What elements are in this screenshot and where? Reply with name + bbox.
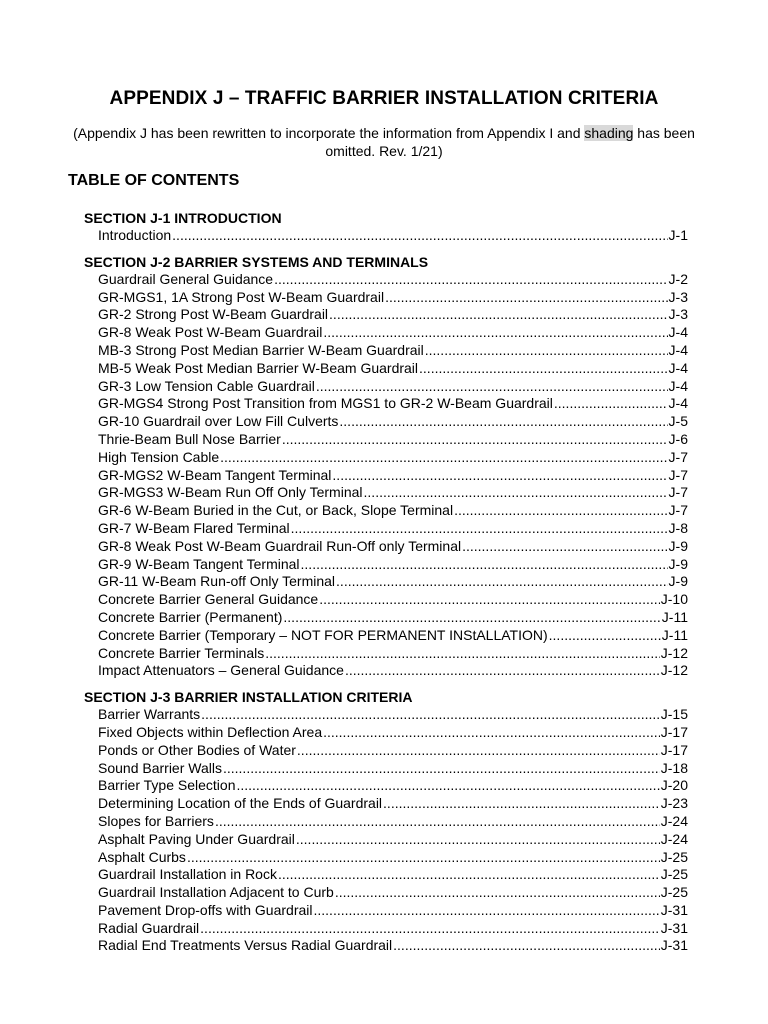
toc-entry-page: J-25: [660, 884, 688, 901]
toc-entry[interactable]: [84, 795, 688, 813]
toc-entry-label: Guardrail Installation Adjacent to Curb: [98, 884, 334, 901]
toc-entry-page: J-9: [668, 555, 688, 572]
toc-entry-page: J-4: [668, 377, 688, 394]
dot-leader: [323, 724, 660, 742]
dot-leader: [364, 484, 668, 502]
dot-leader: [383, 795, 660, 813]
dot-leader: [462, 538, 667, 556]
toc-entry-label: Concrete Barrier (Temporary – NOT FOR PERMANENT INStALLATION): [98, 626, 548, 643]
dot-leader: [335, 884, 660, 902]
toc-entry-page: J-12: [660, 644, 688, 661]
toc-entry-label: GR-3 Low Tension Cable Guardrail: [98, 377, 315, 394]
toc-entry[interactable]: [84, 413, 688, 431]
toc-entry-page: J-7: [668, 484, 688, 501]
toc-entry-label: Guardrail Installation in Rock: [98, 866, 277, 883]
toc-entry-page: J-3: [668, 306, 688, 323]
dot-leader: [329, 306, 668, 324]
toc-entry[interactable]: [84, 849, 688, 867]
dot-leader: [278, 866, 660, 884]
toc-entry-label: Radial End Treatments Versus Radial Guardrail: [98, 937, 393, 954]
dot-leader: [319, 591, 660, 609]
dot-leader: [336, 573, 668, 591]
toc-entry[interactable]: [84, 484, 688, 502]
toc-section: [84, 253, 688, 680]
toc-entry-label: Barrier Warrants: [98, 706, 201, 723]
toc-entry-page: J-31: [660, 901, 688, 918]
revision-note: [60, 124, 708, 160]
toc-section: [84, 209, 688, 245]
toc-entry[interactable]: [84, 645, 688, 663]
dot-leader: [283, 609, 660, 627]
toc-entry-page: J-4: [668, 395, 688, 412]
toc-entry[interactable]: [84, 431, 688, 449]
dot-leader: [297, 742, 660, 760]
toc-entry-label: GR-MGS4 Strong Post Transition from MGS1 to GR-2 W-Beam Guardrail: [98, 395, 553, 412]
toc-entry-page: J-11: [661, 626, 688, 643]
dot-leader: [549, 627, 661, 645]
dot-leader: [425, 342, 668, 360]
toc-entry-label: Concrete Barrier General Guidance: [98, 591, 319, 608]
dot-leader: [265, 645, 660, 663]
toc-entry[interactable]: [84, 591, 688, 609]
dot-leader: [316, 378, 668, 396]
revision-note-start: (Appendix J has been rewritten to incorporate the information from Appendix I and: [73, 125, 585, 141]
toc-entry[interactable]: [84, 884, 688, 902]
toc-entry-page: J-24: [660, 830, 688, 847]
page-title: APPENDIX J – TRAFFIC BARRIER INSTALLATION CRITERIA: [109, 88, 659, 109]
shaded-word: shading: [584, 125, 634, 141]
toc-entry-label: GR-2 Strong Post W-Beam Guardrail: [98, 306, 329, 323]
toc-entry-page: J-4: [668, 359, 688, 376]
toc-entry-page: J-11: [661, 608, 688, 625]
toc-entry-page: J-6: [668, 430, 688, 447]
toc-entry-page: J-4: [668, 341, 688, 358]
toc-entry[interactable]: [84, 449, 688, 467]
dot-leader: [301, 556, 668, 574]
section-title: SECTION J-1 INTRODUCTION: [84, 210, 282, 226]
dot-leader: [291, 520, 668, 538]
dot-leader: [200, 920, 660, 938]
toc-entry[interactable]: [84, 227, 688, 245]
toc-entry-label: MB-5 Weak Post Median Barrier W-Beam Guardrail: [98, 359, 419, 376]
toc-entry-page: J-8: [668, 519, 688, 536]
toc-entry-page: J-9: [668, 573, 688, 590]
toc-entry-label: MB-3 Strong Post Median Barrier W-Beam Guardrail: [98, 341, 424, 358]
toc-entry-page: J-15: [660, 706, 688, 723]
dot-leader: [236, 777, 659, 795]
toc-entry-label: Ponds or Other Bodies of Water: [98, 741, 296, 758]
toc-entry-label: Impact Attenuators – General Guidance: [98, 662, 344, 679]
dot-leader: [454, 502, 667, 520]
toc-entry-page: J-7: [668, 502, 688, 519]
toc-entry-label: Concrete Barrier Terminals: [98, 644, 265, 661]
dot-leader: [554, 395, 668, 413]
toc-entry-label: Pavement Drop-offs with Guardrail: [98, 901, 313, 918]
toc-entry[interactable]: [84, 937, 688, 955]
toc-entry[interactable]: [84, 378, 688, 396]
toc-entry[interactable]: [84, 289, 688, 307]
section-title: SECTION J-3 BARRIER INSTALLATION CRITERIA: [84, 689, 413, 706]
toc-entry[interactable]: [84, 831, 688, 849]
toc-entry-label: GR-8 Weak Post W-Beam Guardrail: [98, 324, 323, 341]
toc-entry-label: Slopes for Barriers: [98, 812, 214, 829]
toc-entry-label: Guardrail General Guidance: [98, 270, 274, 287]
toc-entry-page: J-2: [668, 270, 688, 287]
toc-entry-label: Fixed Objects within Deflection Area: [98, 723, 323, 740]
toc-entry-label: High Tension Cable: [98, 448, 220, 465]
toc-entry-page: J-24: [660, 812, 688, 829]
toc-entry-label: GR-10 Guardrail over Low Fill Culverts: [98, 413, 339, 430]
dot-leader: [419, 360, 668, 378]
toc-entry-page: J-20: [660, 777, 688, 794]
dot-leader: [296, 831, 660, 849]
toc-entry[interactable]: [84, 342, 688, 360]
toc-entry-label: Asphalt Paving Under Guardrail: [98, 830, 295, 847]
toc-entry-page: J-17: [660, 723, 688, 740]
toc-entry[interactable]: [84, 271, 688, 289]
toc-entry[interactable]: [84, 866, 688, 884]
toc-entry-label: GR-MGS3 W-Beam Run Off Only Terminal: [98, 484, 363, 501]
toc-entry[interactable]: [84, 467, 688, 485]
toc-entry-page: J-31: [660, 937, 688, 954]
toc-entry[interactable]: [84, 556, 688, 574]
dot-leader: [385, 289, 667, 307]
toc-entry-label: GR-MGS2 W-Beam Tangent Terminal: [98, 466, 332, 483]
toc-entry-label: GR-6 W-Beam Buried in the Cut, or Back, Slope Terminal: [98, 502, 454, 519]
toc-entry[interactable]: [84, 706, 688, 724]
dot-leader: [172, 227, 667, 245]
dot-leader: [323, 324, 667, 342]
dot-leader: [339, 413, 667, 431]
toc-entry-label: Sound Barrier Walls: [98, 759, 222, 776]
toc-entry[interactable]: [84, 662, 688, 680]
toc-entry-page: J-23: [660, 795, 688, 812]
toc-entry[interactable]: [84, 724, 688, 742]
table-of-contents: [84, 209, 688, 955]
toc-entry[interactable]: [84, 538, 688, 556]
dot-leader: [393, 937, 660, 955]
toc-entry-page: J-9: [668, 537, 688, 554]
toc-entry-page: J-31: [660, 919, 688, 936]
toc-entry-label: Barrier Type Selection: [98, 777, 236, 794]
dot-leader: [282, 431, 668, 449]
toc-entry-label: Introduction: [98, 227, 172, 243]
dot-leader: [220, 449, 667, 467]
toc-entry[interactable]: [84, 306, 688, 324]
toc-entry[interactable]: [84, 520, 688, 538]
toc-section: [84, 688, 688, 955]
toc-entry-page: J-5: [668, 413, 688, 430]
toc-entry-page: J-12: [660, 662, 688, 679]
toc-entry-page: J-4: [668, 324, 688, 341]
toc-entry-page: J-7: [668, 466, 688, 483]
toc-entry-page: J-25: [660, 866, 688, 883]
toc-entry[interactable]: [84, 742, 688, 760]
toc-entry[interactable]: [84, 760, 688, 778]
dot-leader: [274, 271, 667, 289]
toc-entry-label: Radial Guardrail: [98, 919, 200, 936]
toc-entry-label: GR-8 Weak Post W-Beam Guardrail Run-Off only Terminal: [98, 537, 462, 554]
toc-entry-label: Asphalt Curbs: [98, 848, 186, 865]
toc-entry[interactable]: [84, 324, 688, 342]
revision-note-end: has been omitted. Rev. 1/21): [325, 125, 695, 159]
toc-entry[interactable]: [84, 920, 688, 938]
toc-entry-page: J-1: [668, 227, 688, 243]
dot-leader: [187, 849, 660, 867]
toc-entry-page: J-10: [660, 591, 688, 608]
toc-entry[interactable]: [84, 813, 688, 831]
toc-entry[interactable]: [84, 902, 688, 920]
toc-entry-page: J-17: [660, 741, 688, 758]
toc-entry[interactable]: [84, 627, 688, 645]
toc-entry-page: J-7: [668, 448, 688, 465]
toc-entry[interactable]: [84, 360, 688, 378]
toc-entry-page: J-25: [660, 848, 688, 865]
dot-leader: [345, 662, 660, 680]
toc-entry[interactable]: [84, 395, 688, 413]
section-title: SECTION J-2 BARRIER SYSTEMS AND TERMINALS: [84, 253, 429, 270]
toc-entry[interactable]: [84, 573, 688, 591]
toc-entry[interactable]: [84, 777, 688, 795]
dot-leader: [332, 467, 667, 485]
toc-entry[interactable]: [84, 502, 688, 520]
toc-entry-label: Determining Location of the Ends of Guardrail: [98, 795, 383, 812]
toc-heading: TABLE OF CONTENTS: [68, 172, 240, 189]
toc-entry[interactable]: [84, 609, 688, 627]
toc-entry-label: Thrie-Beam Bull Nose Barrier: [98, 430, 281, 447]
toc-entry-label: GR-MGS1, 1A Strong Post W-Beam Guardrail: [98, 288, 385, 305]
toc-entry-label: GR-9 W-Beam Tangent Terminal: [98, 555, 300, 572]
toc-entry-page: J-3: [668, 288, 688, 305]
dot-leader: [314, 902, 660, 920]
toc-entry-label: Concrete Barrier (Permanent): [98, 608, 283, 625]
toc-entry-page: J-18: [660, 759, 688, 776]
dot-leader: [201, 706, 660, 724]
dot-leader: [215, 813, 660, 831]
toc-entry-label: GR-7 W-Beam Flared Terminal: [98, 519, 290, 536]
dot-leader: [223, 760, 660, 778]
toc-entry-label: GR-11 W-Beam Run-off Only Terminal: [98, 573, 336, 590]
